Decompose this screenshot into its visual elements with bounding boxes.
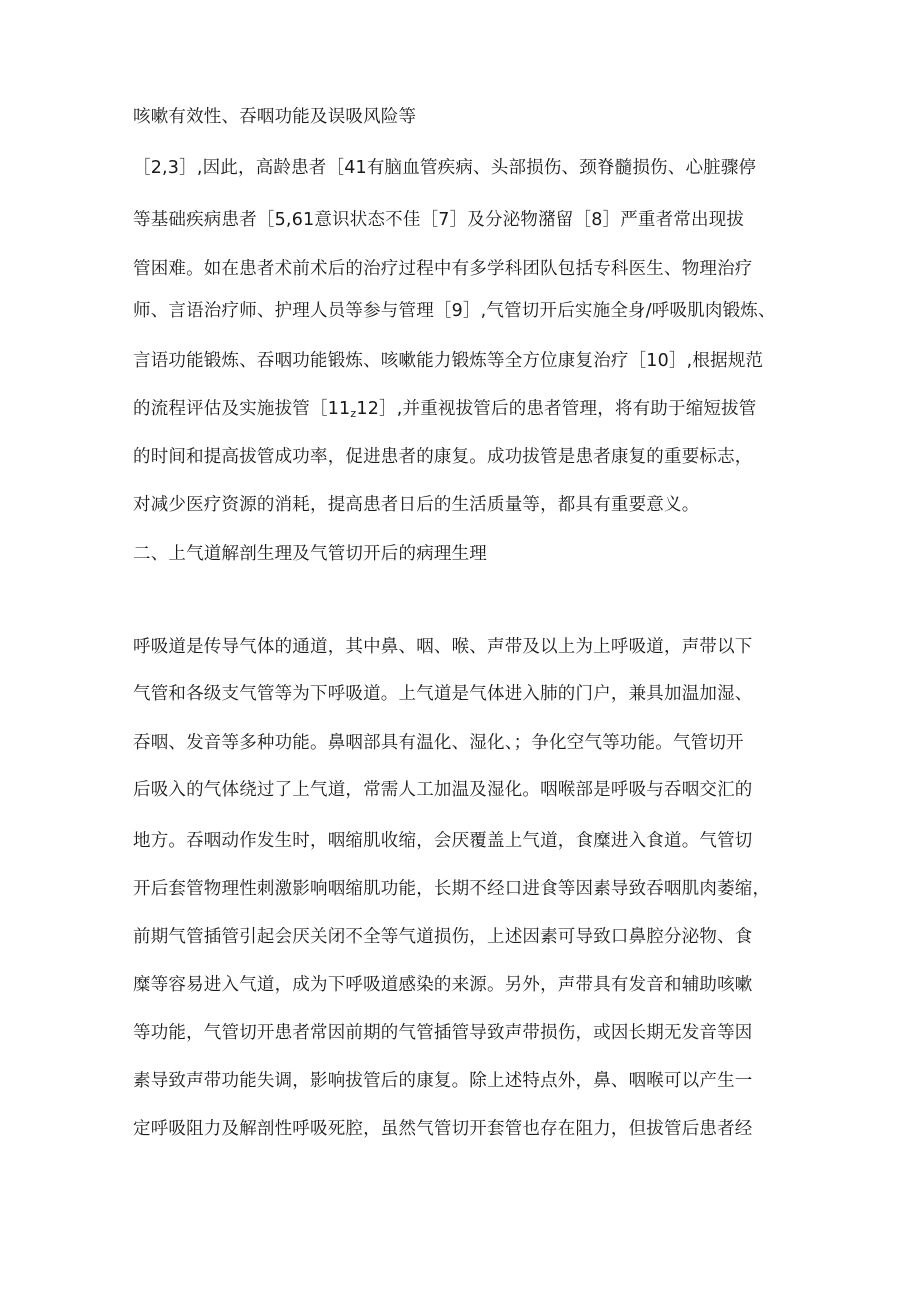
text-line: 师、言语治疗师、护理人员等参与管理［9］,气管切开后实施全身/呼吸肌肉锻炼、 bbox=[133, 301, 776, 321]
text-line: 言语功能锻炼、吞咽功能锻炼、咳嗽能力锻炼等全方位康复治疗［10］,根据规范 bbox=[133, 351, 764, 371]
text-line: 管困难。如在患者术前术后的治疗过程中有多学科团队包括专科医生、物理治疗 bbox=[133, 259, 753, 279]
text-line: 素导致声带功能失调，影响拔管后的康复。除上述特点外，鼻、咽喉可以产生一 bbox=[133, 1071, 753, 1091]
text-line: 后吸入的气体绕过了上气道，常需人工加温及湿化。咽喉部是呼吸与吞咽交汇的 bbox=[133, 780, 753, 800]
text-line: ［2,3］,因此，高龄患者［41有脑血管疾病、头部损伤、颈脊髓损伤、心脏骤停 bbox=[133, 158, 757, 178]
text-line: 开后套管物理性刺激影响咽缩肌功能，长期不经口进食等因素导致吞咽肌肉萎缩， bbox=[133, 879, 771, 899]
text-fragment: 12］,并重视拔管后的患者管理，将有助于缩短拔管 bbox=[356, 399, 757, 419]
text-line bbox=[133, 398, 757, 420]
text-line: 呼吸道是传导气体的通道，其中鼻、咽、喉、声带及以上为上呼吸道，声带以下 bbox=[133, 637, 753, 657]
text-line: 对减少医疗资源的消耗，提高患者日后的生活质量等，都具有重要意义。 bbox=[133, 495, 700, 515]
text-line: 等基础疾病患者［5,61意识状态不佳［7］及分泌物潴留［8］严重者常出现拔 bbox=[133, 210, 745, 230]
text-line: 气管和各级支气管等为下呼吸道。上气道是气体进入肺的门户，兼具加温加湿、 bbox=[133, 684, 753, 704]
text-line: 定呼吸阻力及解剖性呼吸死腔，虽然气管切开套管也存在阻力，但拔管后患者经 bbox=[133, 1119, 753, 1139]
section-heading: 二、上气道解剖生理及气管切开后的病理生理 bbox=[133, 544, 487, 564]
text-line: 等功能，气管切开患者常因前期的气管插管导致声带损伤，或因长期无发音等因 bbox=[133, 1023, 753, 1043]
subscript: z bbox=[350, 407, 357, 420]
text-line: 吞咽、发音等多种功能。鼻咽部具有温化、湿化、；争化空气等功能。气管切开 bbox=[133, 733, 744, 753]
text-line: 咳嗽有效性、吞咽功能及误吸风险等 bbox=[133, 107, 417, 127]
text-line: 糜等容易进入气道，成为下呼吸道感染的来源。另外，声带具有发音和辅助咳嗽 bbox=[133, 975, 753, 995]
text-line: 前期气管插管引起会厌关闭不全等气道损伤，上述因素可导致口鼻腔分泌物、食 bbox=[133, 927, 753, 947]
text-line: 地方。吞咽动作发生时，咽缩肌收缩，会厌覆盖上气道，食糜进入食道。气管切 bbox=[133, 831, 753, 851]
text-fragment: 的流程评估及实施拔管［11 bbox=[133, 399, 351, 419]
text-line: 的时间和提高拔管成功率，促进患者的康复。成功拔管是患者康复的重要标志， bbox=[133, 447, 753, 467]
